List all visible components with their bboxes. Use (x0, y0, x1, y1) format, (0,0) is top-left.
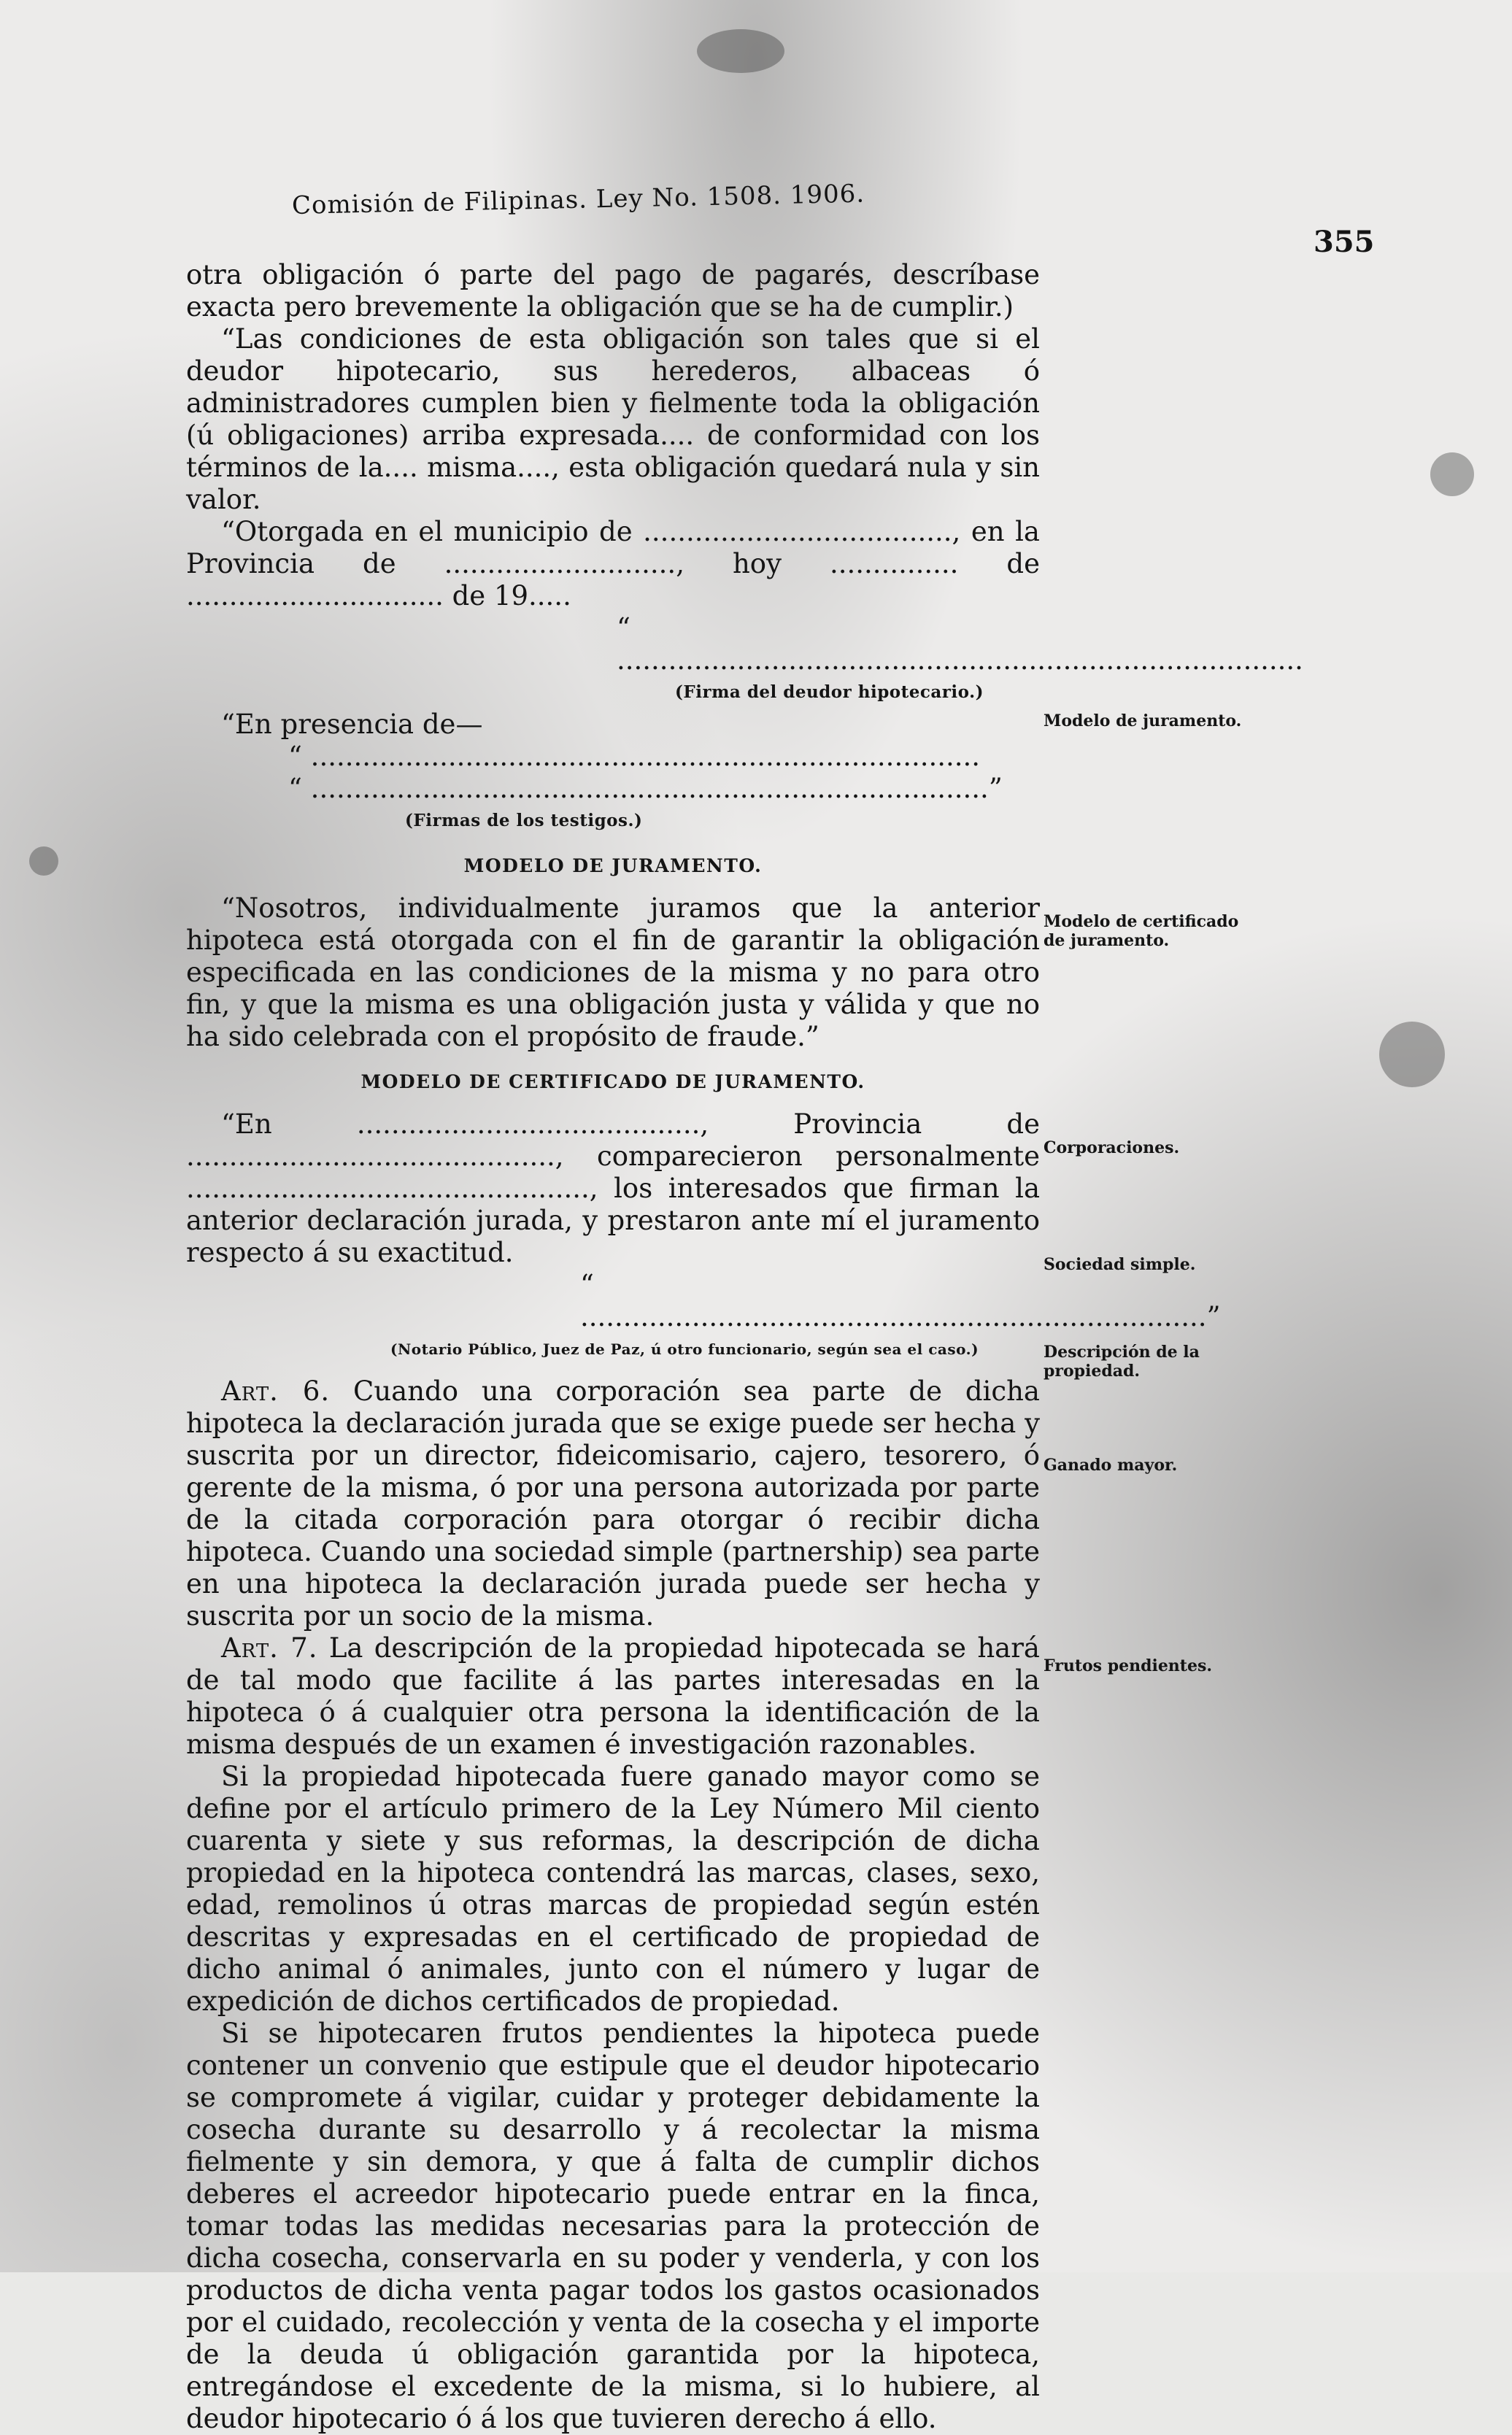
section-heading: MODELO DE JURAMENTO. (463, 855, 763, 876)
paragraph: “Otorgada en el municipio de ...................................., en la Provincia de ..........................., hoy ............... de .............................. de 19..... (186, 516, 1040, 611)
article-number: Art. 7. (221, 1632, 318, 1664)
paragraph: “Las condiciones de esta obligación son tales que si el deudor hipotecario, sus herederos, albaceas ó administradores cumplen bien y fielmente toda la obligación (ú obligaciones) arriba expresada.... de conformidad con los términos de la.... misma...., esta obligación quedará nula y sin valor. (186, 323, 1040, 515)
ink-stain (697, 29, 784, 73)
ink-stain (29, 846, 58, 876)
paragraph: otra obligación ó parte del pago de pagarés, descríbase exacta pero brevemente la obligación que se ha de cumplir.) (186, 259, 1040, 323)
article-7 (186, 1632, 1040, 1761)
witness-line: “ .............................................................................. (288, 741, 981, 772)
signature-label: (Notario Público, Juez de Paz, ú otro funcionario, según sea el caso.) (390, 1340, 979, 1358)
certificate-text: “En ........................................, Provincia de ..........................................., comparecieron personalmente ..............................................., los interesados que firman la anterior declaración jurada, y prestaron ante mí el juramento respecto á su exactitud. (186, 1108, 1040, 1268)
margin-note: Descripción de la propiedad. (1044, 1343, 1200, 1381)
witness-label: (Firmas de los testigos.) (405, 811, 643, 830)
article-text: La descripción de la propiedad hipotecada se hará de tal modo que facilite á las partes interesadas en la hipoteca ó á cualquier otra persona la identificación de la misma después de un examen é investigación razonables. (186, 1632, 1040, 1760)
article-6 (186, 1375, 1040, 1632)
article-text: Cuando una corporación sea parte de dicha hipoteca la declaración jurada que se exige puede ser hecha y suscrita por un director, fideicomisario, cajero, tesorero, ó gerente de la misma, ó por una persona autorizada por parte de la citada corporación para otorgar ó recibir dicha hipoteca. Cuando una sociedad simple (partnership) sea parte en una hipoteca la declaración jurada puede ser hecha y suscrita por un socio de la misma. (186, 1375, 1040, 1632)
margin-note: Modelo de juramento. (1044, 711, 1242, 730)
signature-line: “ ................................................................................ (617, 612, 1303, 676)
margin-note: Ganado mayor. (1044, 1456, 1178, 1475)
margin-note: Corporaciones. (1044, 1138, 1180, 1157)
witness-intro: “En presencia de— (221, 709, 483, 740)
section-heading: MODELO DE CERTIFICADO DE JURAMENTO. (360, 1071, 865, 1092)
witness-line: “ ...............................................................................” (288, 773, 1003, 804)
ink-stain (1379, 1022, 1445, 1087)
page-number: 355 (1314, 225, 1375, 259)
ink-stain (1430, 452, 1474, 496)
signature-label: (Firma del deudor hipotecario.) (675, 682, 984, 702)
paragraph: Si se hipotecaren frutos pendientes la hipoteca puede contener un convenio que estipule que el deudor hipotecario se compromete á vigilar, cuidar y proteger debidamente la cosecha durante su desarrollo y á recolectar la misma fielmente y sin demora, y que á falta de cumplir dichos deberes el acreedor hipotecario puede entrar en la finca, tomar todas las medidas necesarias para la protección de dicha cosecha, conservarla en su poder y venderla, y con los productos de dicha venta pagar todos los gastos ocasionados por el cuidado, recolección y venta de la cosecha y el importe de la deuda ú obligación garantida por la hipoteca, entregándose el excedente de la misma, si lo hubiere, al deudor hipotecario ó á los que tuvieren derecho á ello. (186, 2018, 1040, 2434)
paragraph: Si la propiedad hipotecada fuere ganado mayor como se define por el artículo primero de la Ley Número Mil ciento cuarenta y siete y sus reformas, la descripción de dicha propiedad en la hipoteca contendrá las marcas, clases, sexo, edad, remolinos ú otras marcas de propiedad según estén descritas y expresadas en el certificado de propiedad de dicho animal ó animales, junto con el número y lugar de expedición de dichos certificados de propiedad. (186, 1761, 1040, 2017)
margin-note: Sociedad simple. (1044, 1255, 1196, 1274)
oath-text: “Nosotros, individualmente juramos que la anterior hipoteca está otorgada con el fin de garantir la obligación especificada en las condiciones de la misma y no para otro fin, y que la misma es una obligación justa y válida y que no ha sido celebrada con el propósito de fraude.” (186, 892, 1040, 1052)
margin-note: Frutos pendientes. (1044, 1656, 1213, 1675)
article-number: Art. 6. (221, 1375, 331, 1407)
signature-line: “ .........................................................................” (580, 1269, 1221, 1332)
margin-note: Modelo de certificado de juramento. (1044, 912, 1239, 950)
running-header: Comisión de Filipinas. Ley No. 1508. 1906. (291, 179, 865, 220)
